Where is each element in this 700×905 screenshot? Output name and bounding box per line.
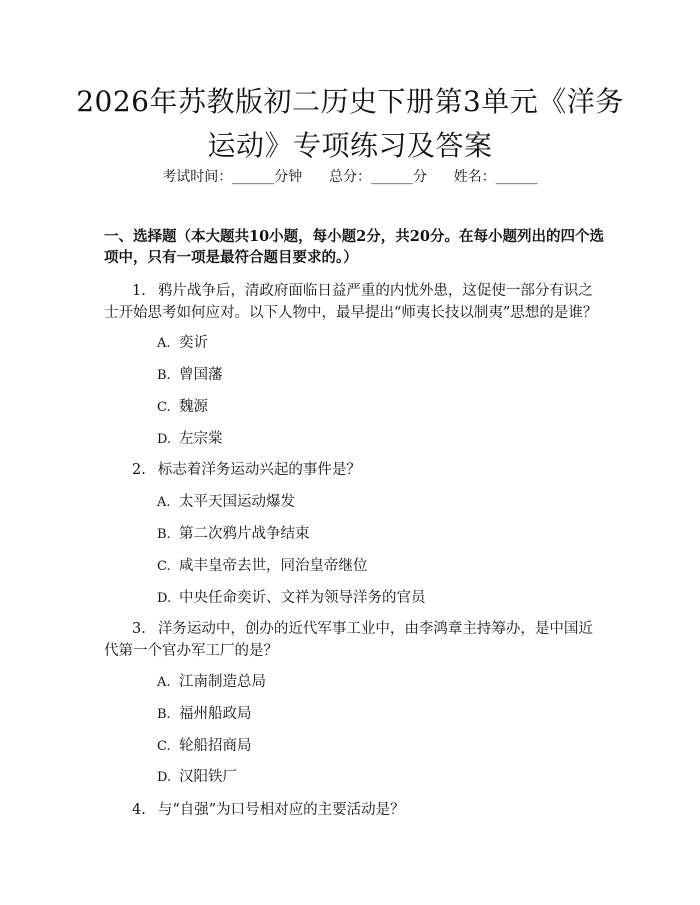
question-3-option-a (157, 672, 266, 693)
question-2-option-a (157, 492, 295, 513)
option-text: 轮船招商局 (179, 738, 252, 754)
title-line-1: 2026年苏教版初二历史下册第3单元《洋务 (76, 85, 624, 118)
option-letter: B. (157, 527, 171, 542)
question-text: 标志着洋务运动兴起的事件是？ (157, 462, 361, 478)
question-1-option-a (157, 333, 208, 354)
question-2-option-d (157, 588, 426, 609)
question-1 (104, 280, 604, 324)
exam-meta (0, 167, 700, 187)
question-number: 4. (132, 802, 146, 818)
question-1-option-b (157, 365, 223, 386)
option-letter: C. (157, 739, 171, 754)
option-text: 福州船政局 (179, 706, 252, 722)
question-text: 洋务运动中，创办的近代军事工业中，由李鸿章主持筹办，是中国近代第一个官办军工厂的是？ (104, 621, 593, 659)
section-heading-line-1: 一、选择题（本大题共10小题，每小题2分，共20分。在每小题列出的四个选 (104, 228, 604, 245)
option-letter: D. (157, 591, 172, 606)
option-text: 咸丰皇帝去世，同治皇帝继位 (179, 558, 368, 574)
student-name-label: 姓名：______ (453, 169, 538, 185)
question-number: 2. (132, 462, 146, 478)
option-text: 太平天国运动爆发 (179, 494, 295, 510)
option-letter: A. (157, 495, 171, 510)
option-letter: D. (157, 770, 172, 785)
question-number: 1. (132, 283, 146, 299)
option-text: 奕䜣 (179, 335, 208, 351)
option-text: 曾国藩 (179, 367, 223, 383)
question-4 (104, 799, 604, 821)
question-text: 鸦片战争后，清政府面临日益严重的内忧外患，这促使一部分有识之士开始思考如何应对。以下人物中，最早提出“师夷长技以制夷”思想的是谁？ (104, 283, 598, 321)
option-text: 魏源 (179, 399, 208, 415)
question-2 (104, 459, 604, 481)
option-letter: C. (157, 400, 171, 415)
option-letter: B. (157, 368, 171, 383)
question-3 (104, 618, 604, 662)
question-2-option-b (157, 524, 310, 545)
option-text: 汉阳铁厂 (179, 769, 237, 785)
question-text: 与“自强”为口号相对应的主要活动是？ (157, 802, 405, 818)
total-score-label: 总分：______分 (329, 169, 427, 185)
title-line-2: 运动》专项练习及答案 (207, 129, 493, 162)
question-3-option-b (157, 704, 252, 725)
exam-time-label: 考试时间：______分钟 (162, 169, 303, 185)
section-heading-line-2: 项中，只有一项是最符合题目要求的。） (104, 249, 358, 266)
option-letter: B. (157, 707, 171, 722)
question-number: 3. (132, 621, 146, 637)
option-letter: A. (157, 675, 171, 690)
question-1-option-d (157, 429, 223, 450)
section-heading (104, 226, 604, 268)
option-text: 左宗棠 (179, 431, 223, 447)
question-3-option-d (157, 767, 237, 788)
option-text: 江南制造总局 (179, 674, 266, 690)
question-3-option-c (157, 736, 252, 757)
option-text: 中央任命奕䜣、文祥为领导洋务的官员 (179, 590, 426, 606)
page-title (60, 80, 640, 168)
question-2-option-c (157, 556, 368, 577)
option-text: 第二次鸦片战争结束 (179, 526, 310, 542)
option-letter: D. (157, 432, 172, 447)
question-1-option-c (157, 397, 208, 418)
option-letter: A. (157, 336, 171, 351)
option-letter: C. (157, 559, 171, 574)
